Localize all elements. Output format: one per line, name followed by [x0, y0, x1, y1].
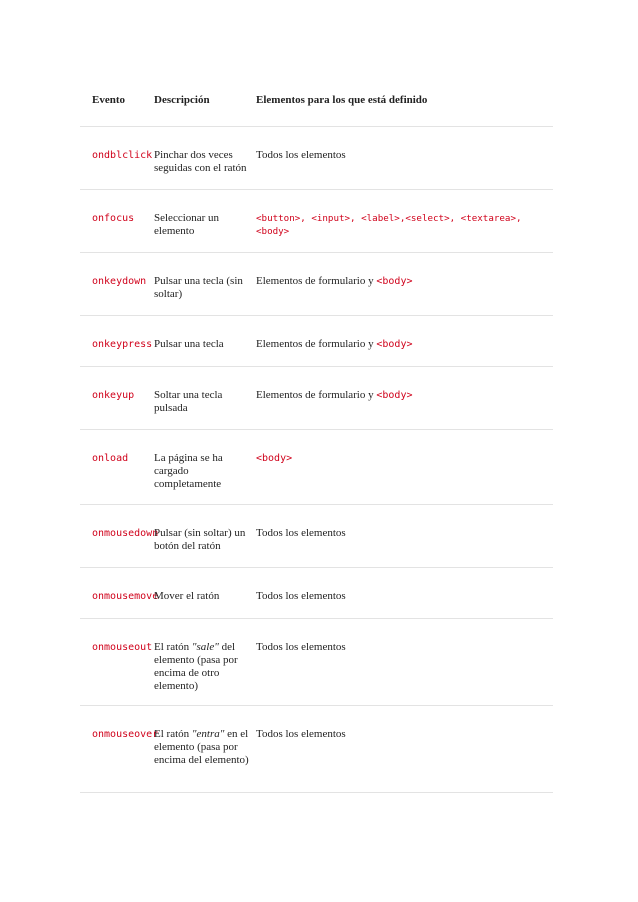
event-elements: [256, 568, 553, 618]
event-name: onmousemove: [92, 591, 159, 602]
event-description: Pulsar (sin soltar) un botón del ratón: [154, 527, 246, 552]
event-description: Pulsar una tecla (sin soltar): [154, 275, 243, 300]
table-row: [80, 367, 553, 430]
elements-code: <button>, <input>, <label>,<select>, <textarea>, <body>: [256, 213, 522, 237]
event-name: onkeyup: [92, 390, 135, 401]
event-elements: [256, 430, 553, 504]
event-description: [154, 706, 256, 792]
elements-text: Elementos de formulario y: [256, 389, 377, 401]
elements-text: Todos los elementos: [256, 641, 346, 653]
event-description: La página se ha cargado completamente: [154, 452, 223, 490]
event-elements: [256, 706, 553, 792]
event-elements: [256, 190, 553, 252]
table-row: [80, 505, 553, 568]
event-elements: [256, 367, 553, 429]
table-row: [80, 568, 553, 619]
table-row: [80, 253, 553, 316]
table-row: [80, 127, 553, 190]
elements-code: <body>: [256, 453, 293, 464]
events-table: [80, 72, 553, 793]
event-name: onmousedown: [92, 528, 159, 539]
header-elements: Elementos para los que está definido: [256, 94, 428, 106]
elements-text: Todos los elementos: [256, 728, 346, 740]
event-elements: [256, 316, 553, 366]
table-row: [80, 706, 553, 793]
event-description: Mover el ratón: [154, 590, 220, 602]
description-text: El ratón: [154, 728, 192, 740]
description-text: del elemento (pasa por encima de otro elemento): [154, 641, 238, 692]
event-elements: [256, 127, 553, 189]
event-name: ondblclick: [92, 150, 153, 161]
event-description: Seleccionar un elemento: [154, 212, 220, 237]
description-emphasis: "sale": [191, 641, 219, 653]
description-text: El ratón: [154, 641, 192, 653]
elements-text: Elementos de formulario y: [256, 275, 377, 287]
elements-text: Todos los elementos: [256, 149, 346, 161]
elements-text: Elementos de formulario y: [256, 338, 377, 350]
table-row: [80, 190, 553, 253]
table-header-row: [80, 72, 553, 127]
elements-code: <body>: [376, 276, 413, 287]
event-name: onload: [92, 453, 129, 464]
table-row: [80, 316, 553, 367]
event-description: Pulsar una tecla: [154, 338, 224, 350]
event-elements: [256, 619, 553, 705]
description-text: en el elemento (pasa por encima del elemento): [154, 728, 249, 766]
header-event: Evento: [92, 94, 125, 106]
elements-text: Todos los elementos: [256, 527, 346, 539]
event-name: onkeypress: [92, 339, 153, 350]
event-elements: [256, 505, 553, 567]
event-description: [154, 619, 256, 705]
table-row: [80, 430, 553, 505]
description-emphasis: "entra": [191, 728, 225, 740]
event-description: Soltar una tecla pulsada: [154, 389, 223, 414]
event-name: onkeydown: [92, 276, 147, 287]
table-row: [80, 619, 553, 706]
header-description: Descripción: [154, 94, 210, 106]
event-description: Pinchar dos veces seguidas con el ratón: [154, 149, 247, 174]
elements-code: <body>: [376, 390, 413, 401]
event-name: onfocus: [92, 213, 135, 224]
event-name: onmouseout: [92, 642, 153, 653]
elements-text: Todos los elementos: [256, 590, 346, 602]
event-elements: [256, 253, 553, 315]
event-name: onmouseover: [92, 729, 159, 740]
elements-code: <body>: [376, 339, 413, 350]
